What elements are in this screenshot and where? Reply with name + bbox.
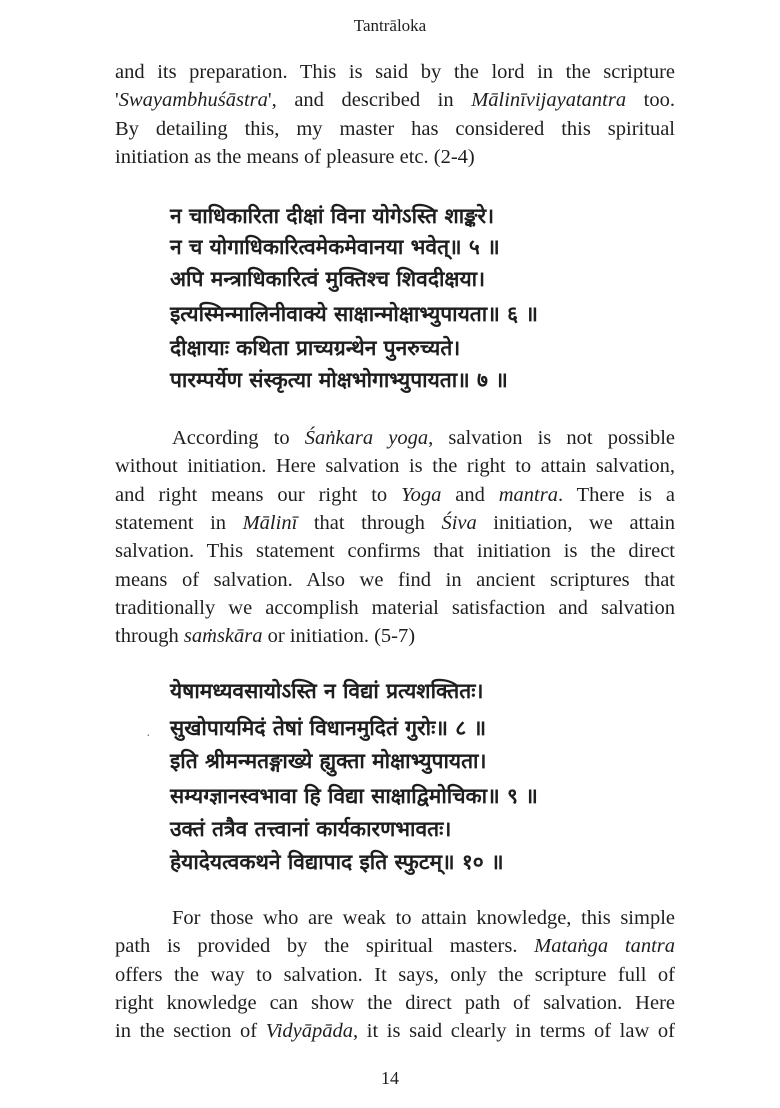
text-run: initiation as the means of pleasure etc. (2-4) [115, 145, 475, 168]
text-run: in the section of [115, 1020, 266, 1043]
page-number: 14 [381, 1068, 399, 1088]
text-run: through [115, 625, 184, 648]
sanskrit-verse-line: सम्यग्ज्ञानस्वभावा हि विद्या साक्षाद्विमोचिका॥ ९ ॥ [170, 784, 538, 808]
text-run: ' [115, 89, 119, 112]
italic-term: saṁskāra [183, 625, 263, 648]
sanskrit-verse-line: इति श्रीमन्मतङ्गाख्ये ह्युक्ता मोक्षाभ्युपायता। [170, 749, 487, 773]
paragraph-3-line [115, 989, 675, 1017]
text-run: initiation, we attain [476, 511, 675, 534]
paragraph-2-line [172, 424, 675, 452]
paragraph-2-line [115, 566, 675, 594]
text-run: , salvation is not possible [428, 427, 675, 449]
sanskrit-verse-line: सुखोपायमिदं तेषां विधानमुदितं गुरोः॥ ८ ॥ [170, 716, 487, 740]
italic-term: Śaṅkara yoga [304, 427, 429, 449]
text-run: means of salvation. Also we find in ancient scriptures that [115, 568, 675, 591]
text-run: that through [297, 511, 442, 534]
italic-term: Śiva [441, 511, 477, 534]
text-run: For those who are weak to attain knowledge, this simple [172, 907, 675, 929]
text-run: too. [626, 89, 675, 112]
paragraph-2-line [115, 594, 675, 622]
italic-term: Mataṅga tantra [534, 935, 675, 958]
text-run: and its preparation. This is said by the lord in the scripture [115, 61, 675, 83]
text-run: salvation. This statement confirms that initiation is the direct [115, 540, 675, 563]
sanskrit-verse-line: येषामध्यवसायोऽस्ति न विद्यां प्रत्यशक्तितः। [170, 679, 484, 703]
paragraph-2-line [115, 622, 675, 650]
paragraph-3-line [115, 961, 675, 989]
paragraph-2-line [115, 452, 675, 480]
paragraph-3-line [115, 1017, 675, 1045]
sanskrit-verse-line: इत्यस्मिन्मालिनीवाक्ये साक्षान्मोक्षाभ्युपायता॥ ६ ॥ [170, 302, 538, 326]
text-run: According to [172, 427, 305, 449]
text-run: By detailing this, my master has considered this spiritual [115, 117, 675, 140]
paragraph-2-line [115, 537, 675, 565]
paragraph-2-line [115, 509, 675, 537]
text-run: right knowledge can show the direct path of salvation. Here [115, 991, 675, 1014]
paragraph-1-line [115, 86, 675, 114]
italic-term: Swayambhuśāstra [118, 89, 268, 112]
paragraph-3-line [172, 904, 675, 932]
text-run: and right means our right to [115, 483, 402, 506]
italic-term: Yoga [401, 483, 442, 506]
sanskrit-verse-line: दीक्षायाः कथिता प्राच्यग्रन्थेन पुनरुच्यते। [170, 336, 461, 360]
text-run: path is provided by the spiritual masters. [115, 935, 535, 958]
running-header: Tantrāloka [353, 16, 427, 35]
text-run: ', and described in [267, 89, 472, 112]
paragraph-1-line [115, 143, 675, 171]
italic-term: Mālinī [242, 511, 298, 534]
text-run: without initiation. Here salvation is the right to attain salvation, [115, 455, 675, 478]
sanskrit-verse-line: पारम्पर्येण संस्कृत्या मोक्षभोगाभ्युपायता॥ ७ ॥ [170, 368, 508, 392]
sanskrit-verse-line: हेयादेयत्वकथने विद्यापाद इति स्फुटम्॥ १० ॥ [170, 850, 504, 874]
text-run: . There is a [557, 483, 675, 506]
sanskrit-verse-line: न च योगाधिकारित्वमेकमेवानया भवेत्॥ ५ ॥ [170, 235, 500, 259]
paragraph-1-line [115, 58, 675, 86]
sanskrit-verse-line: अपि मन्त्राधिकारित्वं मुक्तिश्च शिवदीक्षया। [170, 267, 486, 291]
text-run: statement in [115, 511, 243, 534]
paragraph-3-line [115, 932, 675, 960]
scan-speck: · [146, 729, 151, 744]
text-run: traditionally we accomplish material satisfaction and salvation [115, 596, 675, 619]
text-run: or initiation. (5-7) [262, 625, 416, 648]
italic-term: mantra [498, 483, 558, 506]
sanskrit-verse-line: उक्तं तत्रैव तत्त्वानां कार्यकारणभावतः। [170, 817, 452, 841]
italic-term: Vidyāpāda [265, 1020, 353, 1043]
paragraph-1-line [115, 115, 675, 143]
text-run: and [441, 483, 499, 506]
sanskrit-verse-line: न चाधिकारिता दीक्षां विना योगेऽस्ति शाङ्करे। [170, 204, 495, 228]
text-run: , it is said clearly in terms of law of [353, 1020, 675, 1043]
paragraph-2-line [115, 481, 675, 509]
text-run: offers the way to salvation. It says, only the scripture full of [115, 963, 675, 986]
italic-term: Mālinīvijayatantra [471, 89, 627, 112]
